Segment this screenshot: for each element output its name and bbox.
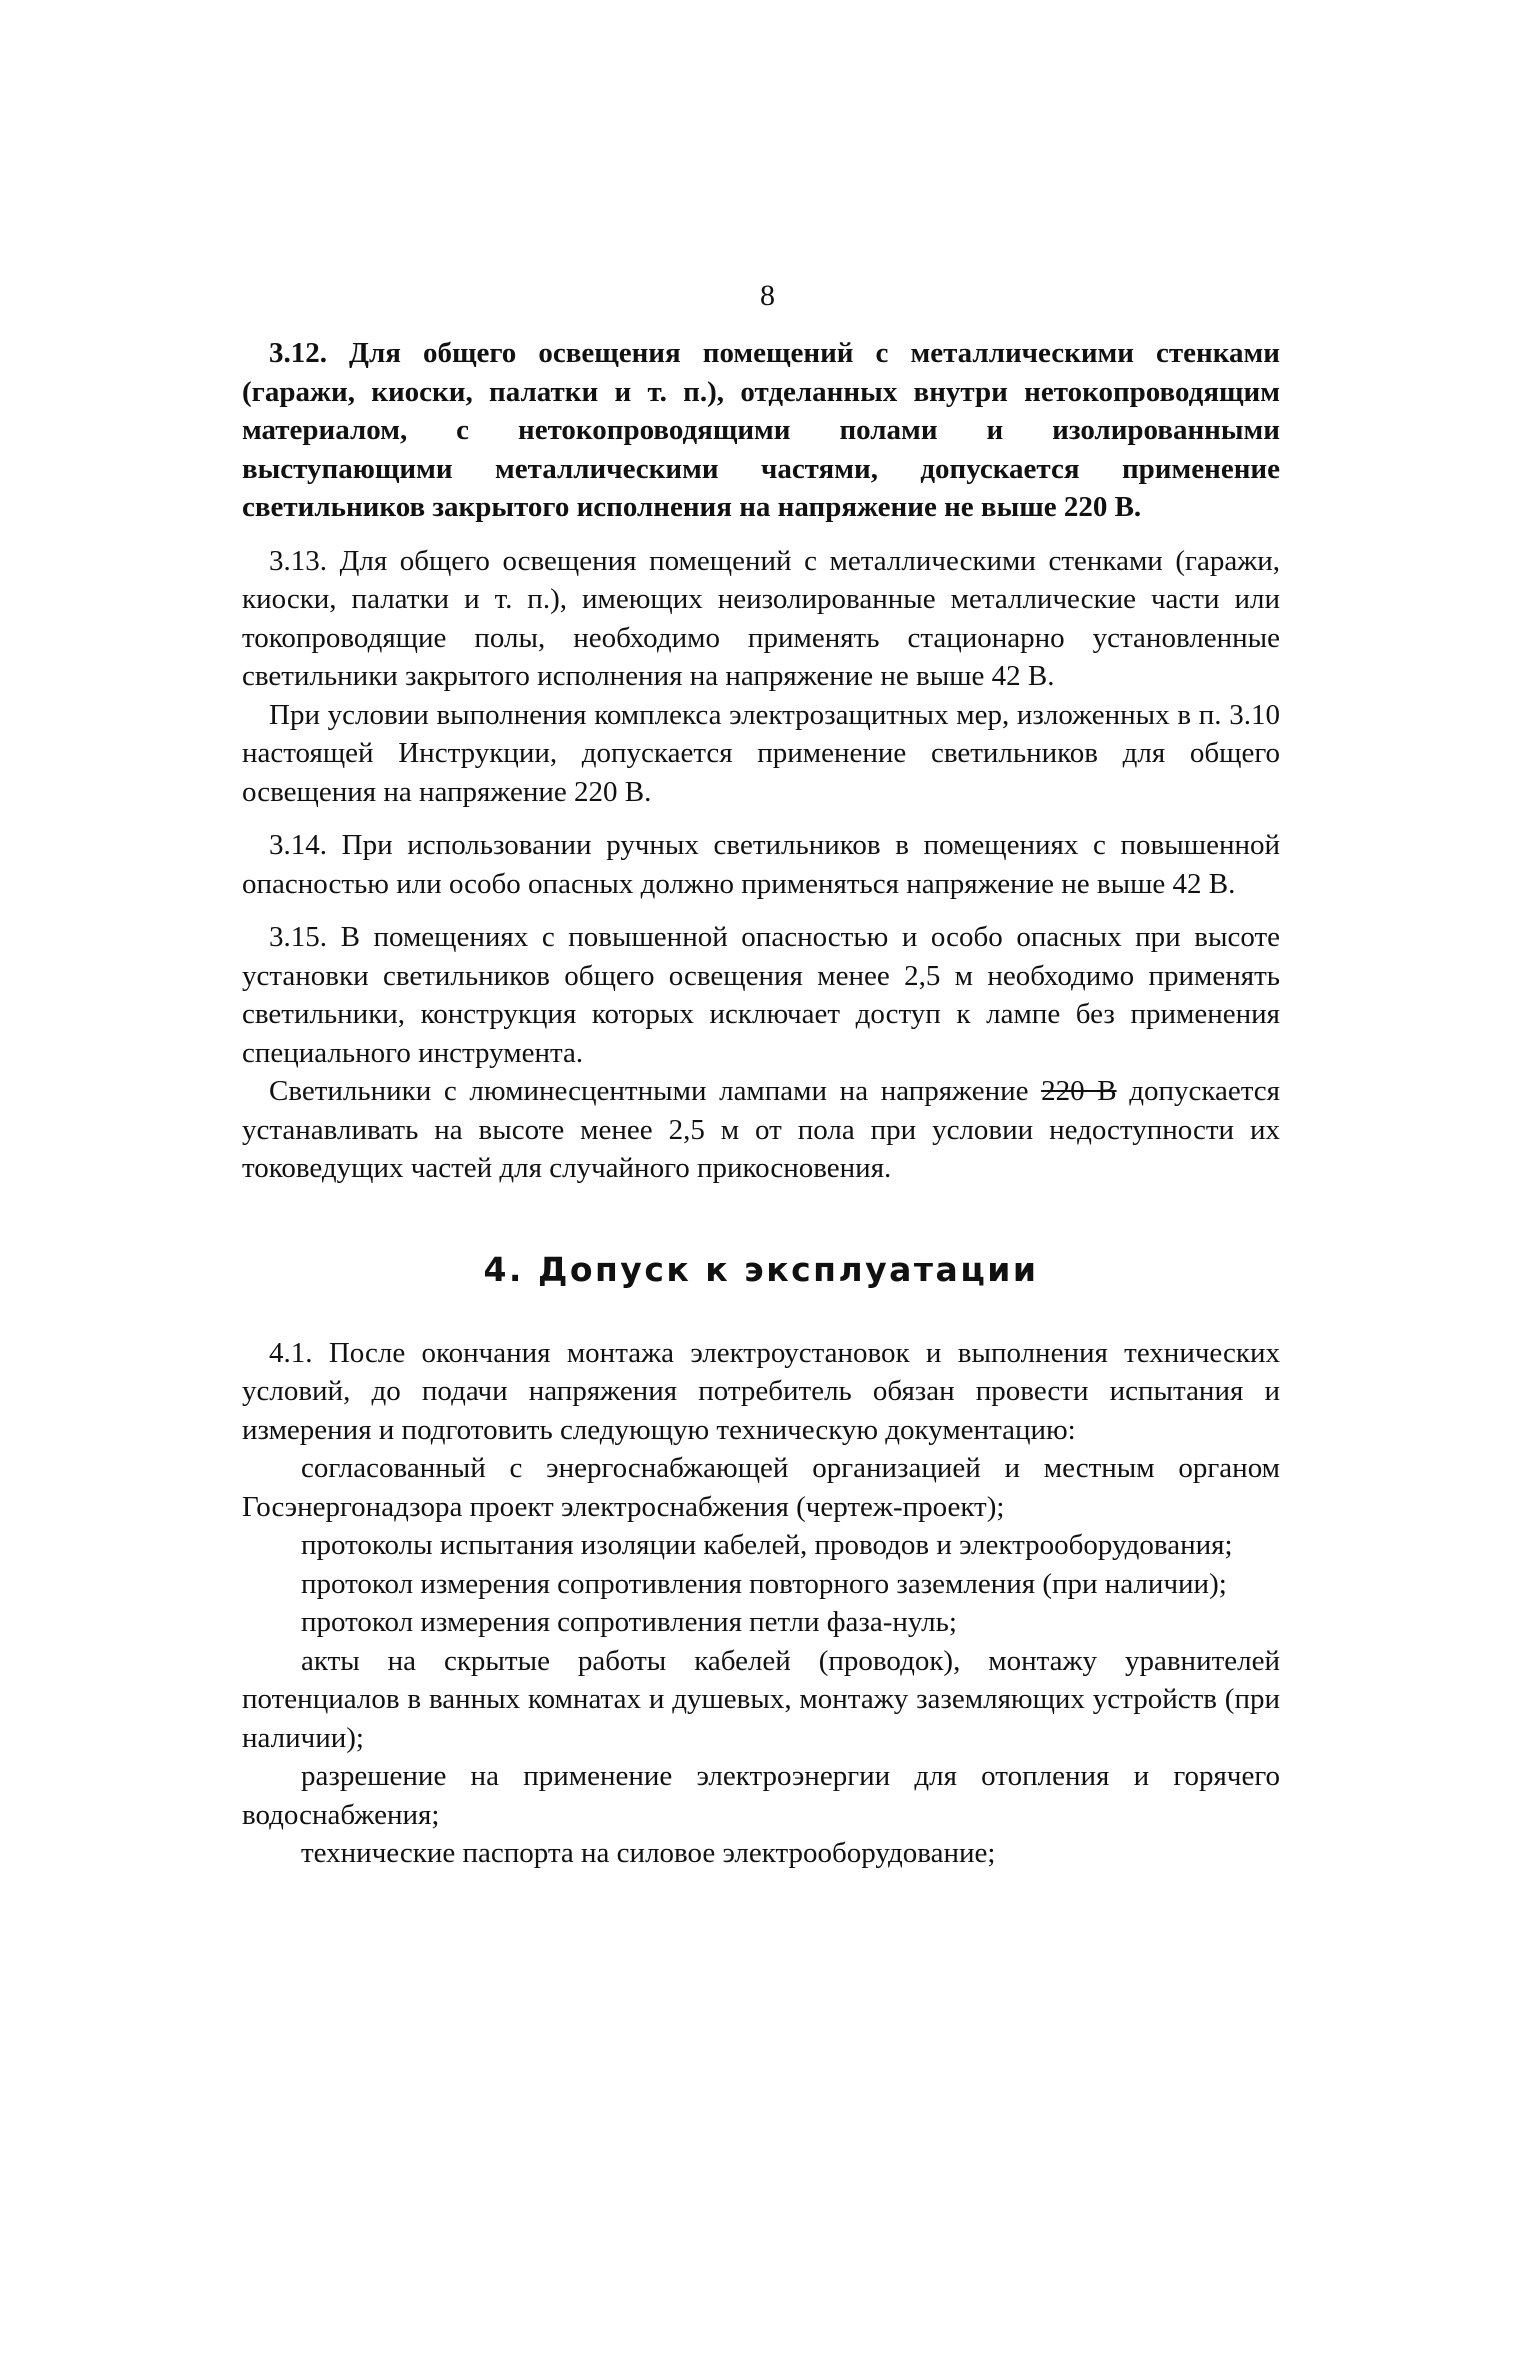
page-number: 8: [760, 279, 775, 312]
paragraph-3-13: 3.13. Для общего освещения помещений с металлическими стенками (гаражи, киоски, палатки и т. п.), имеющих неизолированные металлические части или токопроводящие полы, необходимо применять стационарно установленные светильники закрытого исполнения на напряжение не выше 42 В.: [242, 544, 1280, 692]
paragraph-3-15-continued: [242, 1072, 1280, 1188]
paragraph-3-15-continued-start: Светильники с люминесцентными лампами на напряжение: [269, 1075, 1042, 1107]
paragraph-3-14: 3.14. При использовании ручных светильников в помещениях с повышенной опасностью или особо опасных должно применяться напряжение не выше 42 В.: [242, 829, 1280, 900]
list-item: технические паспорта на силовое электрооборудование;: [301, 1837, 996, 1869]
list-item: согласованный с энергоснабжающей организацией и местным органом Госэнергонадзора проект электроснабжения (чертеж-проект);: [242, 1452, 1280, 1523]
paragraph-3-15-continued-end: допускается устанавливать на высоте менее 2,5 м от пола при условии недоступности их токоведущих частей для случайного прикосновения.: [242, 1075, 1280, 1184]
paragraph-3-12: 3.12. Для общего освещения помещений с металлическими стенками (гаражи, киоски, палатки и т. п.), отделанных внутри нетокопроводящим материалом, с нетокопроводящими полами и изолированными выступающими металлическими частями, допускается применение светильников закрытого исполнения на напряжение не выше 220 В.: [242, 337, 1280, 523]
paragraph-4-1: 4.1. После окончания монтажа электроустановок и выполнения технических условий, до подачи напряжения потребитель обязан провести испытания и измерения и подготовить следующую техническую документацию:: [242, 1336, 1280, 1446]
list-item: протокол измерения сопротивления повторного заземления (при наличии);: [301, 1567, 1227, 1600]
list-item: протоколы испытания изоляции кабелей, проводов и электрооборудования;: [301, 1529, 1233, 1561]
struck-through-text: 220 В: [1041, 1075, 1117, 1107]
paragraph-3-15: 3.15. В помещениях с повышенной опасностью и особо опасных при высоте установки светильников общего освещения менее 2,5 м необходимо применять светильники, конструкция которых исключает доступ к лампе без применения специального инструмента.: [242, 921, 1280, 1069]
list-item: акты на скрытые работы кабелей (проводок), монтажу уравнителей потенциалов в ванных комнатах и душевых, монтажу заземляющих устройств (при наличии);: [242, 1644, 1280, 1754]
document-body: [242, 334, 1280, 1873]
paragraph-3-13-continued: При условии выполнения комплекса электрозащитных мер, изложенных в п. 3.10 настоящей Инструкции, допускается применение светильников для общего освещения на напряжение 220 В.: [242, 698, 1280, 808]
list-item: разрешение на применение электроэнергии для отопления и горячего водоснабжения;: [242, 1760, 1280, 1831]
section-heading: 4. Допуск к эксплуатации: [483, 1249, 1039, 1289]
list-item: протокол измерения сопротивления петли фаза-нуль;: [301, 1606, 957, 1638]
